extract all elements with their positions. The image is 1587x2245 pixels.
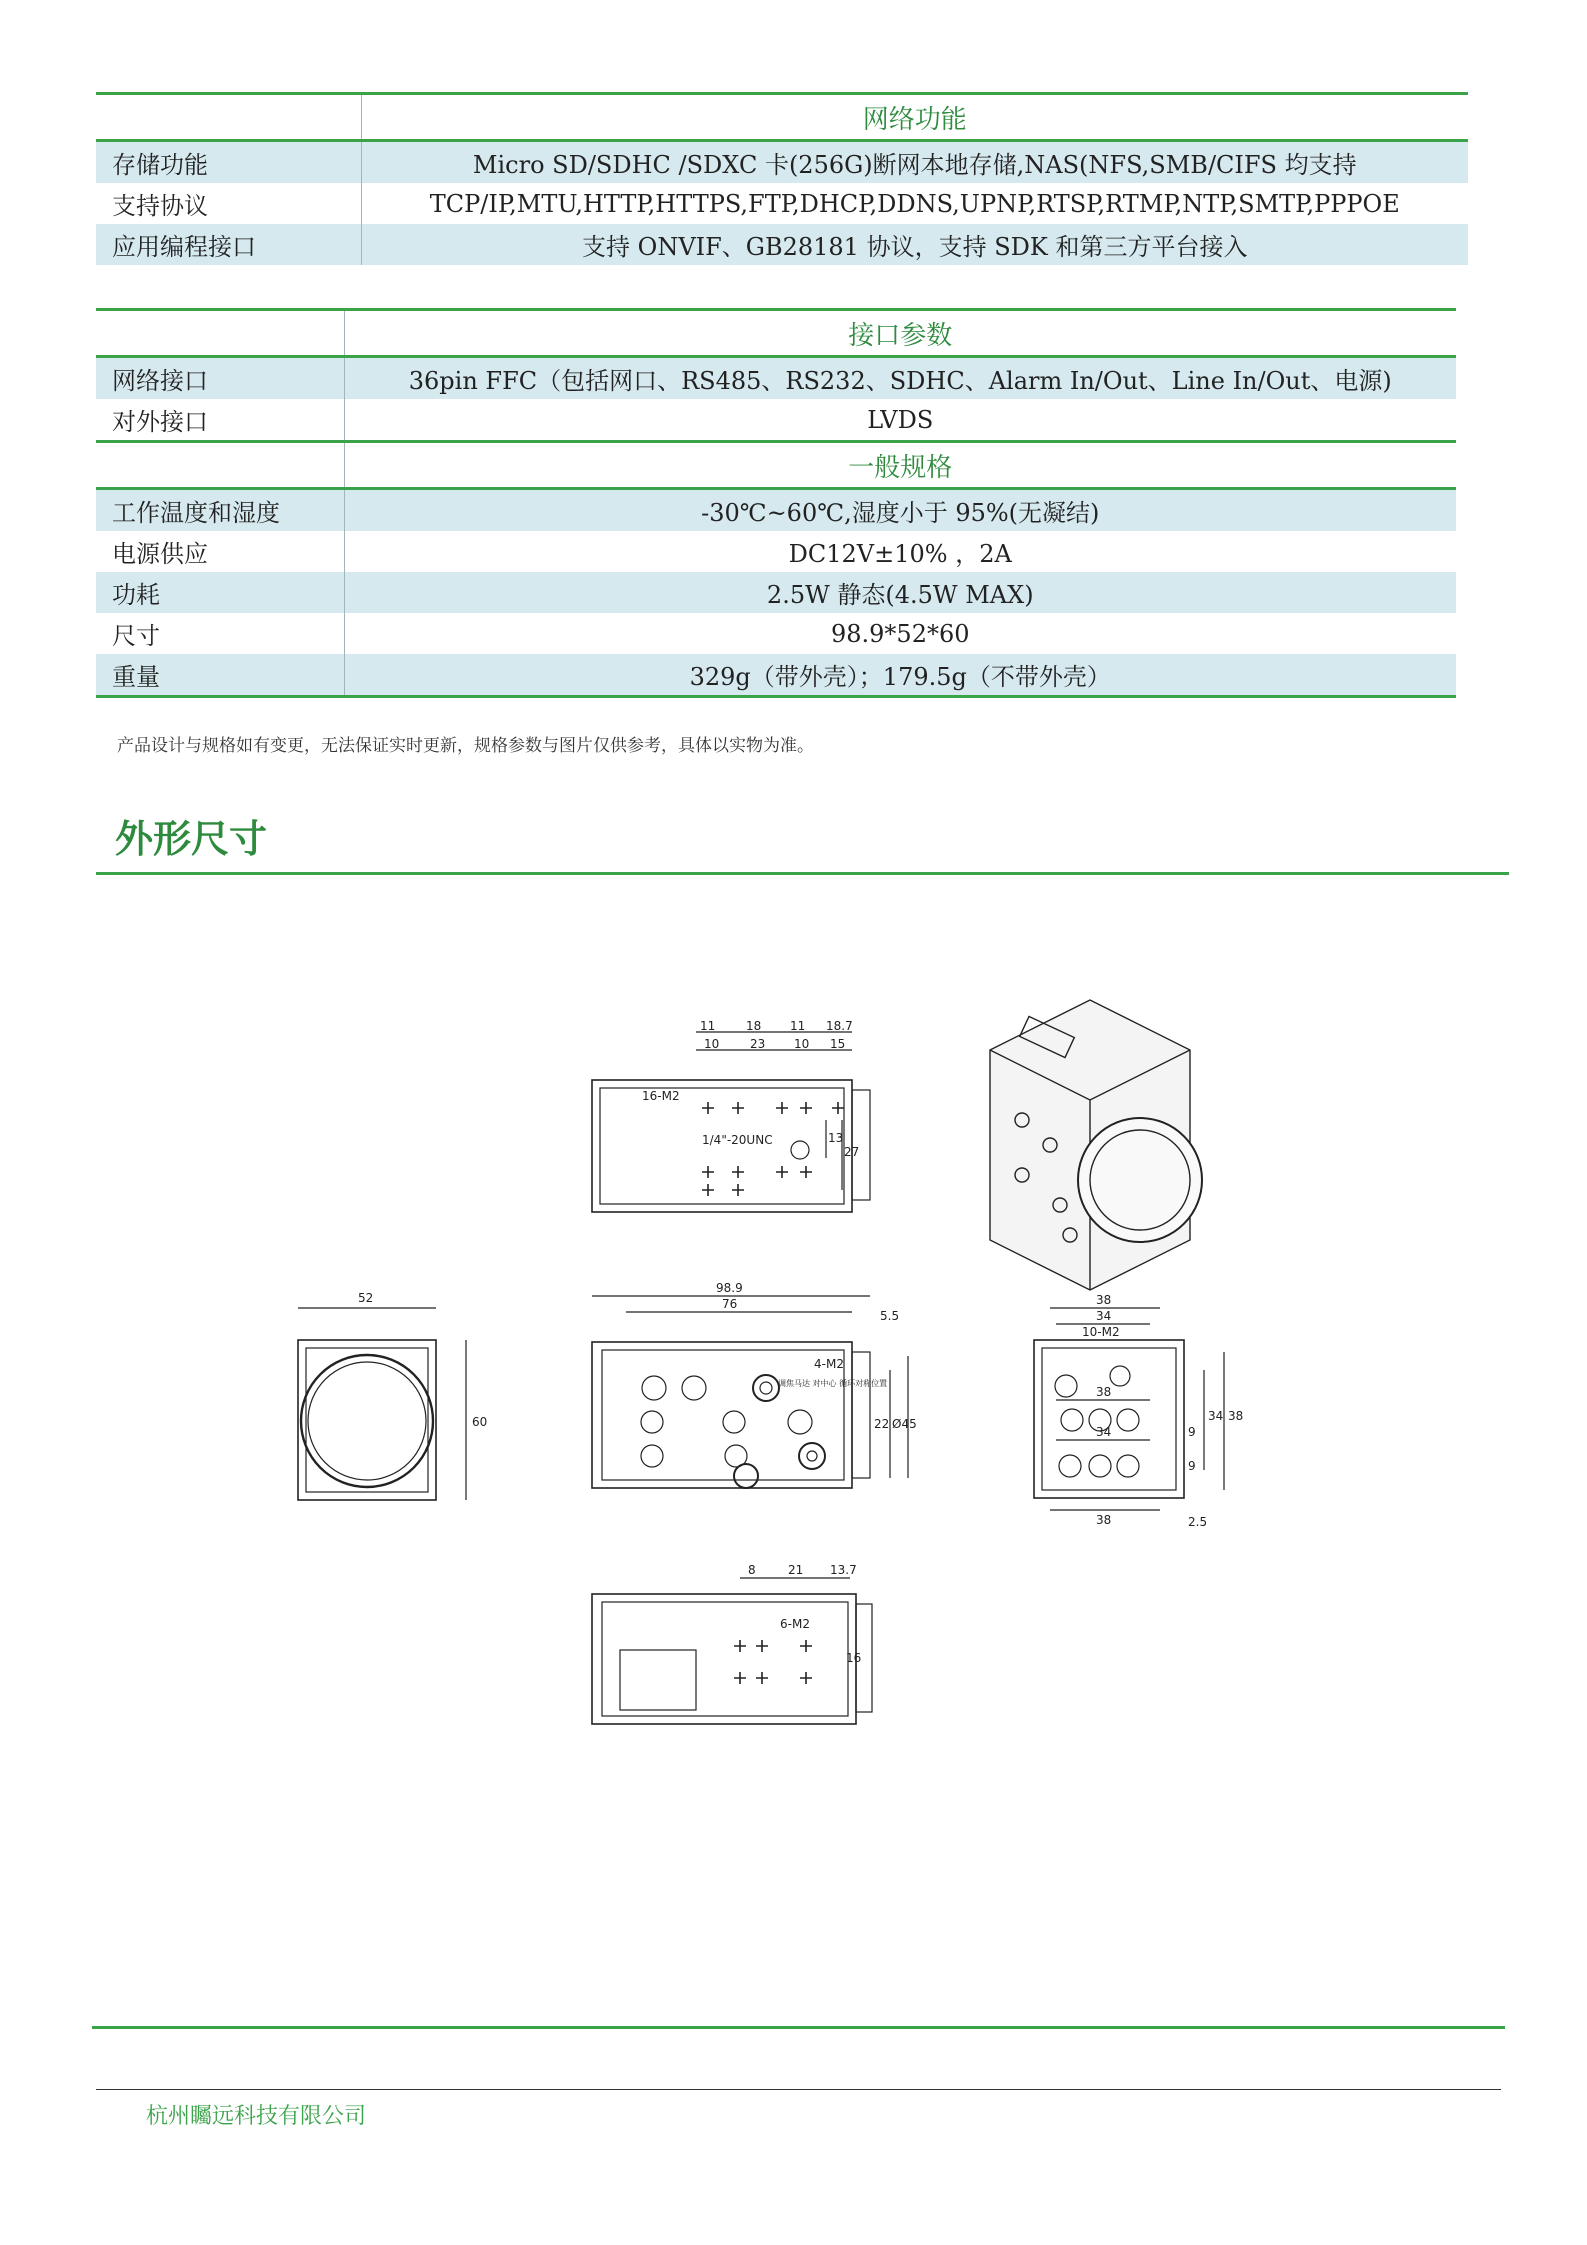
table-row: [96, 224, 1468, 265]
row-value: DC12V±10% ，2A: [344, 531, 1456, 572]
table-row: [96, 531, 1456, 572]
rear-view: [1034, 1293, 1243, 1529]
section-title-rule: [96, 872, 1509, 875]
side-offset-label: 5.5: [880, 1309, 900, 1323]
section-header: 网络功能: [361, 94, 1468, 141]
rear-dim-4: 38: [1096, 1513, 1112, 1527]
side-note: 调焦马达 对中心 循环对称位置: [778, 1379, 888, 1388]
row-label: 支持协议: [112, 192, 208, 220]
row-label: 电源供应: [112, 540, 208, 568]
top-view: [592, 1019, 870, 1212]
footer-rule-green: [92, 2026, 1505, 2029]
section-header: 接口参数: [344, 310, 1456, 357]
rear-dim-8: 38: [1228, 1409, 1244, 1423]
top-holes-label: 16-M2: [642, 1089, 680, 1103]
table-row: [96, 489, 1456, 532]
table-row: [96, 654, 1456, 697]
section-header-spacer: [96, 94, 361, 141]
top-side-dim-1: 27: [844, 1145, 860, 1159]
side-length-total: 98.9: [716, 1281, 743, 1295]
bottom-dim-1: 21: [788, 1563, 804, 1577]
top-thread-label: 1/4"-20UNC: [702, 1133, 773, 1147]
top-dim-1: 18: [746, 1019, 762, 1033]
row-value: 98.9*52*60: [344, 613, 1456, 654]
row-label: 功耗: [96, 572, 344, 613]
top-dim-0: 11: [700, 1019, 716, 1033]
section-header: 一般规格: [344, 442, 1456, 489]
row-label: 尺寸: [112, 622, 160, 650]
rear-dim-6: 9: [1188, 1459, 1196, 1473]
section-header-spacer: [96, 310, 344, 357]
front-height-label: 60: [472, 1415, 488, 1429]
side-dim-45: Ø45: [892, 1417, 917, 1431]
row-value: -30℃~60℃,湿度小于 95%(无凝结): [344, 489, 1456, 532]
row-label: 对外接口: [112, 408, 208, 436]
rear-holes-label: 10-M2: [1082, 1325, 1120, 1339]
section-title: 外形尺寸: [115, 817, 268, 861]
row-label: 工作温度和湿度: [96, 489, 344, 532]
table-row: [96, 572, 1456, 613]
rear-dim-2: 38: [1096, 1385, 1112, 1399]
table-section-header: [96, 94, 1468, 141]
bottom-dim-2: 13.7: [830, 1563, 857, 1577]
front-width-label: 52: [358, 1291, 374, 1305]
bottom-dim-3: 16: [846, 1651, 862, 1665]
table-section-header: [96, 442, 1456, 489]
row-label: 应用编程接口: [96, 224, 361, 265]
rear-dim-9: 2.5: [1188, 1515, 1208, 1529]
row-value: 支持 ONVIF、GB28181 协议，支持 SDK 和第三方平台接入: [361, 224, 1468, 265]
top-dim-6: 10: [794, 1037, 810, 1051]
top-dim-7: 15: [830, 1037, 846, 1051]
rear-dim-7: 34: [1208, 1409, 1224, 1423]
table-section-header: [96, 310, 1456, 357]
top-dim-3: 18.7: [826, 1019, 853, 1033]
camera-module-isometric: [990, 1000, 1202, 1290]
footer-company: 杭州矚远科技有限公司: [146, 2104, 367, 2129]
row-label: 网络接口: [96, 357, 344, 400]
rear-dim-1: 34: [1096, 1309, 1112, 1323]
row-value: TCP/IP,MTU,HTTP,HTTPS,FTP,DHCP,DDNS,UPNP,RTSP,RTMP,NTP,SMTP,PPPOE: [361, 183, 1468, 224]
disclaimer-note: 产品设计与规格如有变更，无法保证实时更新，规格参数与图片仅供参考，具体以实物为准。: [117, 736, 814, 756]
front-view: [298, 1291, 487, 1500]
row-value: 2.5W 静态(4.5W MAX): [344, 572, 1456, 613]
rear-dim-3: 34: [1096, 1425, 1112, 1439]
top-dim-5: 23: [750, 1037, 766, 1051]
top-dim-2: 11: [790, 1019, 806, 1033]
table-row: [96, 399, 1456, 442]
top-side-dim-0: 13: [828, 1131, 844, 1145]
row-label: 存储功能: [96, 141, 361, 184]
row-value: LVDS: [344, 399, 1456, 442]
side-view: [592, 1281, 917, 1488]
side-dim-22: 22: [874, 1417, 890, 1431]
interface-general-table: [96, 308, 1456, 698]
bottom-view: [592, 1563, 872, 1724]
network-function-table: [96, 92, 1468, 265]
row-label: 重量: [96, 654, 344, 697]
section-header-spacer: [96, 442, 344, 489]
table-row: [96, 141, 1468, 184]
side-holes-label: 4-M2: [814, 1357, 844, 1371]
rear-dim-5: 9: [1188, 1425, 1196, 1439]
bottom-holes-label: 6-M2: [780, 1617, 810, 1631]
table-row: [96, 613, 1456, 654]
table-row: [96, 183, 1468, 224]
footer-rule-thin: [96, 2089, 1501, 2090]
table-row: [96, 357, 1456, 400]
side-length-inner: 76: [722, 1297, 738, 1311]
row-value: 329g（带外壳）；179.5g（不带外壳）: [344, 654, 1456, 697]
dimension-drawing: [270, 990, 1320, 1770]
top-dim-4: 10: [704, 1037, 720, 1051]
row-value: Micro SD/SDHC /SDXC 卡(256G)断网本地存储,NAS(NFS,SMB/CIFS 均支持: [361, 141, 1468, 184]
bottom-dim-0: 8: [748, 1563, 756, 1577]
row-value: 36pin FFC（包括网口、RS485、RS232、SDHC、Alarm In/Out、Line In/Out、电源): [344, 357, 1456, 400]
rear-dim-0: 38: [1096, 1293, 1112, 1307]
